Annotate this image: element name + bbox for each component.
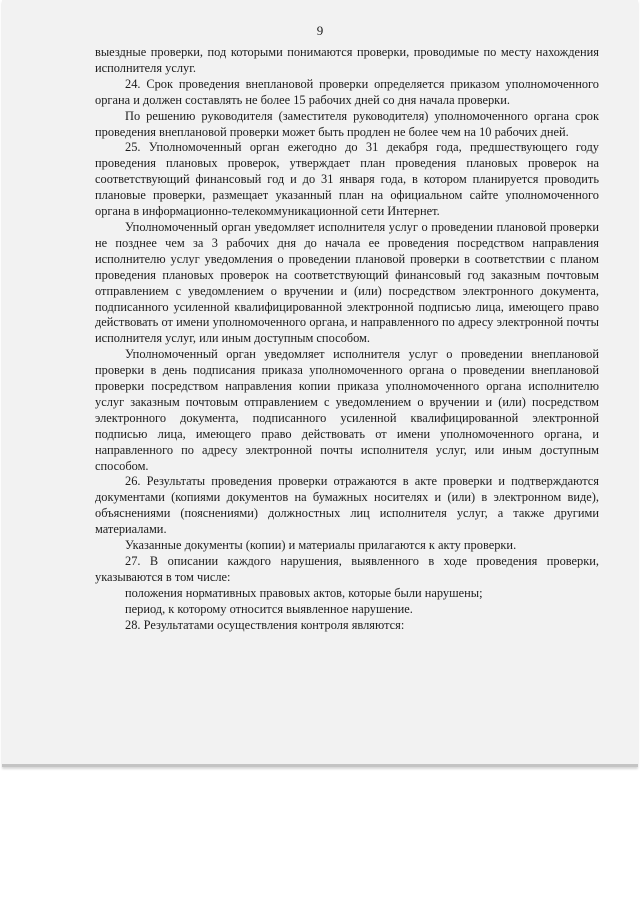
paragraph: Уполномоченный орган уведомляет исполнителя услуг о проведении плановой проверки не позднее чем за 3 рабочих дня до начала ее проведения посредством направления исполнителю услуг уведомления о проведении плановой проверки в соответствии с планом проведения плановых проверок на соответствующий финансовый год заказным почтовым отправлением с уведомлением о вручении и (или) посредством электронного документа, подписанного усиленной квалифицированной электронной подписью лица, имеющего право действовать от имени уполномоченного органа, и направленного по адресу электронной почты исполнителя услуг, или иным доступным способом. (95, 219, 599, 346)
paragraph: 28. Результатами осуществления контроля являются: (125, 617, 405, 632)
paragraph: Уполномоченный орган уведомляет исполнителя услуг о проведении внеплановой проверки в день подписания приказа уполномоченного органа о проведении внеплановой проверки посредством направления копии приказа уполномоченного органа исполнителю услуг заказным почтовым отправлением с уведомлением о вручении и (или) посредством электронного документа, подписанного усиленной квалифицированной электронной подписью лица, имеющего право действовать от имени уполномоченного органа, и направленного по адресу электронной почты исполнителя услуг, или иным доступным способом. (95, 347, 599, 473)
page-number: 9 (316, 23, 324, 38)
paragraph: 24. Срок проведения внеплановой проверки определяется приказом уполномоченного органа и должен составлять не более 15 рабочих дней со дня начала проверки. (95, 76, 599, 107)
paragraph: период, к которому относится выявленное нарушение. (125, 601, 413, 616)
document-body (95, 45, 599, 634)
paragraph: Указанные документы (копии) и материалы прилагаются к акту проверки. (125, 538, 517, 553)
paragraph: выездные проверки, под которыми понимаются проверки, проводимые по месту нахождения исполнителя услуг. (95, 45, 599, 75)
paragraph: 25. Уполномоченный орган ежегодно до 31 декабря года, предшествующего году проведения плановых проверок, утверждает план проведения плановых проверок на соответствующий финансовый год и до 31 января года, в котором планируется проводить плановые проверки, размещает указанный план на официальном сайте уполномоченного органа в информационно-телекоммуникационной сети Интернет. (95, 140, 599, 219)
paragraph: По решению руководителя (заместителя руководителя) уполномоченного органа срок проведения внеплановой проверки может быть продлен не более чем на 10 рабочих дней. (95, 108, 599, 139)
paragraph: 27. В описании каждого нарушения, выявленного в ходе проведения проверки, указываются в том числе: (95, 554, 599, 584)
paragraph: положения нормативных правовых актов, которые были нарушены; (125, 585, 483, 600)
document-page (2, 0, 638, 767)
paragraph: 26. Результаты проведения проверки отражаются в акте проверки и подтверждаются документами (копиями документов на бумажных носителях и (или) в электронном виде), объяснениями (пояснениями) должностных лиц исполнителя услуг, а также другими материалами. (95, 474, 599, 537)
